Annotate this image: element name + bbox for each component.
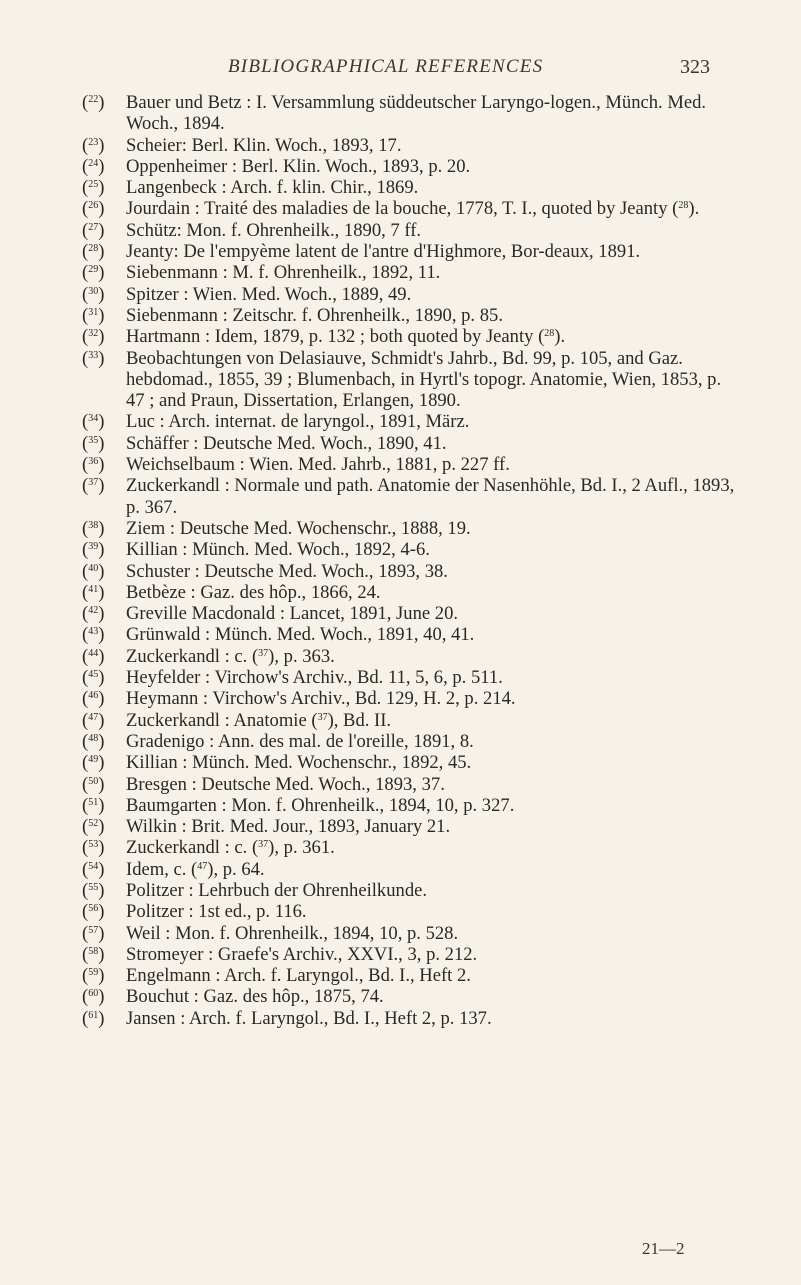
reference-item xyxy=(82,710,742,731)
reference-number-value: 42 xyxy=(88,605,99,617)
reference-citation: Beobachtungen von Delasiauve, Schmidt's Jahrb., Bd. 99, p. 105, and Gaz. hebdomad., 1855, 39 ; Blumenbach, in Hyrtl's topogr. Anatomie, Wien, 1853, p. 47 ; and Praun, Dissertation, Erlangen, 1890. xyxy=(126,347,722,412)
reference-text xyxy=(126,433,447,454)
reference-citation: Spitzer : Wien. Med. Woch., 1889, 49. xyxy=(126,283,412,305)
reference-number: ($^{56}$) xyxy=(82,901,105,923)
reference-text xyxy=(126,135,401,156)
cross-reference-number: 37 xyxy=(258,839,269,851)
reference-item xyxy=(82,688,742,709)
reference-number-value: 26 xyxy=(88,200,99,212)
reference-number-value: 25 xyxy=(88,179,99,191)
reference-number-value: 46 xyxy=(88,690,99,702)
reference-citation: Scheier: Berl. Klin. Woch., 1893, 17. xyxy=(126,134,402,156)
reference-citation: Wilkin : Brit. Med. Jour., 1893, January 21. xyxy=(126,816,451,838)
reference-citation: Betbèze : Gaz. des hôp., 1866, 24. xyxy=(126,581,381,603)
reference-citation: Heyfelder : Virchow's Archiv., Bd. 11, 5, 6, p. 511. xyxy=(126,667,503,689)
reference-number: ($^{40}$) xyxy=(82,560,105,582)
reference-citation: Weil : Mon. f. Ohrenheilk., 1894, 10, p. 528. xyxy=(126,922,459,944)
reference-citation: Hartmann : Idem, 1879, p. 132 ; both quoted by Jeanty ( xyxy=(126,326,545,348)
reference-citation: Baumgarten : Mon. f. Ohrenheilk., 1894, 10, p. 327. xyxy=(126,794,515,816)
reference-citation-tail: ), Bd. II. xyxy=(327,709,392,731)
reference-item xyxy=(82,901,742,922)
reference-item xyxy=(82,582,742,603)
reference-number-value: 53 xyxy=(88,839,99,851)
reference-item xyxy=(82,241,742,262)
reference-citation: Zuckerkandl : c. ( xyxy=(126,837,259,859)
reference-text xyxy=(126,326,565,347)
reference-text xyxy=(126,944,477,965)
reference-number-value: 41 xyxy=(88,583,99,595)
reference-citation: Grünwald : Münch. Med. Woch., 1891, 40, 41. xyxy=(126,624,475,646)
reference-number-value: 54 xyxy=(88,860,99,872)
reference-citation: Weichselbaum : Wien. Med. Jahrb., 1881, p. 227 ff. xyxy=(126,454,510,476)
reference-item xyxy=(82,433,742,454)
reference-citation: Schäffer : Deutsche Med. Woch., 1890, 41. xyxy=(126,432,447,454)
reference-citation: Stromeyer : Graefe's Archiv., XXVI., 3, p. 212. xyxy=(126,943,478,965)
reference-number-value: 40 xyxy=(88,562,99,574)
reference-citation: Bauer und Betz : I. Versammlung süddeutscher Laryngo-logen., Münch. Med. Woch., 1894. xyxy=(126,92,707,135)
reference-number-value: 50 xyxy=(88,775,99,787)
reference-item xyxy=(82,284,742,305)
reference-citation: Zuckerkandl : Anatomie ( xyxy=(126,709,318,731)
reference-text xyxy=(126,837,335,858)
reference-number: ($^{34}$) xyxy=(82,411,105,433)
reference-text xyxy=(126,454,510,475)
reference-number-value: 51 xyxy=(88,796,99,808)
reference-citation-tail: ). xyxy=(688,198,700,220)
reference-text xyxy=(126,305,503,326)
reference-item xyxy=(82,923,742,944)
reference-item xyxy=(82,177,742,198)
reference-number-value: 44 xyxy=(88,647,99,659)
reference-citation: Idem, c. ( xyxy=(126,858,198,880)
reference-number: ($^{60}$) xyxy=(82,986,105,1008)
reference-number-value: 60 xyxy=(88,988,99,1000)
cross-reference-number: 28 xyxy=(544,328,555,340)
reference-number: ($^{38}$) xyxy=(82,517,105,539)
reference-text xyxy=(126,710,391,731)
reference-citation: Zuckerkandl : c. ( xyxy=(126,645,259,667)
reference-list xyxy=(82,92,742,1029)
reference-citation: Heymann : Virchow's Archiv., Bd. 129, H. 2, p. 214. xyxy=(126,688,516,710)
reference-text xyxy=(126,752,471,773)
cross-reference-number: 37 xyxy=(317,711,328,723)
reference-number: ($^{55}$) xyxy=(82,879,105,901)
reference-number: ($^{30}$) xyxy=(82,283,105,305)
reference-citation: Bouchut : Gaz. des hôp., 1875, 74. xyxy=(126,986,384,1008)
reference-text xyxy=(126,774,445,795)
reference-citation: Gradenigo : Ann. des mal. de l'oreille, 1891, 8. xyxy=(126,730,474,752)
reference-number-value: 29 xyxy=(88,264,99,276)
reference-text xyxy=(126,816,450,837)
reference-number: ($^{52}$) xyxy=(82,816,105,838)
reference-item xyxy=(82,305,742,326)
reference-number-value: 37 xyxy=(88,477,99,489)
reference-text xyxy=(126,561,448,582)
reference-number-value: 59 xyxy=(88,967,99,979)
reference-number-value: 33 xyxy=(88,349,99,361)
reference-number-value: 35 xyxy=(88,434,99,446)
reference-item xyxy=(82,752,742,773)
reference-item xyxy=(82,603,742,624)
reference-text xyxy=(126,731,474,752)
reference-citation: Bresgen : Deutsche Med. Woch., 1893, 37. xyxy=(126,773,445,795)
running-head: BIBLIOGRAPHICAL REFERENCES xyxy=(228,56,544,77)
reference-text xyxy=(126,262,440,283)
reference-number: ($^{43}$) xyxy=(82,624,105,646)
reference-number-value: 23 xyxy=(88,136,99,148)
reference-item xyxy=(82,539,742,560)
reference-number-value: 52 xyxy=(88,818,99,830)
reference-number: ($^{35}$) xyxy=(82,432,105,454)
reference-number-value: 34 xyxy=(88,413,99,425)
cross-reference-number: 28 xyxy=(678,200,689,212)
reference-text xyxy=(126,603,458,624)
reference-text xyxy=(126,667,503,688)
reference-item xyxy=(82,774,742,795)
reference-number-value: 47 xyxy=(88,711,99,723)
reference-item xyxy=(82,518,742,539)
reference-number-value: 58 xyxy=(88,945,99,957)
reference-number: ($^{58}$) xyxy=(82,943,105,965)
reference-citation: Jansen : Arch. f. Laryngol., Bd. I., Heft 2, p. 137. xyxy=(126,1007,492,1029)
reference-number: ($^{41}$) xyxy=(82,581,105,603)
reference-number-value: 36 xyxy=(88,456,99,468)
reference-citation-tail: ). xyxy=(554,326,566,348)
reference-item xyxy=(82,198,742,219)
reference-item xyxy=(82,411,742,432)
reference-citation-tail: ), p. 361. xyxy=(268,837,335,859)
reference-citation: Schütz: Mon. f. Ohrenheilk., 1890, 7 ff. xyxy=(126,219,422,241)
reference-citation: Zuckerkandl : Normale und path. Anatomie der Nasenhöhle, Bd. I., 2 Aufl., 1893, p. 367. xyxy=(126,475,735,518)
reference-number: ($^{26}$) xyxy=(82,198,105,220)
reference-citation: Killian : Münch. Med. Woch., 1892, 4-6. xyxy=(126,539,430,561)
reference-number-value: 39 xyxy=(88,541,99,553)
reference-citation-tail: ), p. 363. xyxy=(268,645,335,667)
reference-number-value: 22 xyxy=(88,94,99,105)
cross-reference-number: 37 xyxy=(258,647,269,659)
reference-number-value: 43 xyxy=(88,626,99,638)
reference-citation: Siebenmann : Zeitschr. f. Ohrenheilk., 1890, p. 85. xyxy=(126,304,503,326)
reference-text xyxy=(126,646,335,667)
reference-number-value: 49 xyxy=(88,754,99,766)
reference-text xyxy=(126,795,514,816)
reference-number: ($^{27}$) xyxy=(82,219,105,241)
reference-number-value: 45 xyxy=(88,669,99,681)
reference-item xyxy=(82,880,742,901)
reference-text xyxy=(126,1008,492,1029)
reference-item xyxy=(82,816,742,837)
reference-number: ($^{45}$) xyxy=(82,667,105,689)
reference-citation: Oppenheimer : Berl. Klin. Woch., 1893, p. 20. xyxy=(126,155,471,177)
reference-number: ($^{50}$) xyxy=(82,773,105,795)
reference-number-value: 30 xyxy=(88,285,99,297)
reference-citation: Jourdain : Traité des maladies de la bouche, 1778, T. I., quoted by Jeanty ( xyxy=(126,198,679,220)
reference-citation: Jeanty: De l'empyème latent de l'antre d'Highmore, Bor-deaux, 1891. xyxy=(126,241,641,263)
reference-text xyxy=(126,986,384,1007)
reference-number-value: 56 xyxy=(88,903,99,915)
reference-item xyxy=(82,1008,742,1029)
reference-number: ($^{54}$) xyxy=(82,858,105,880)
reference-number: ($^{36}$) xyxy=(82,454,105,476)
reference-text xyxy=(126,582,381,603)
reference-number-value: 24 xyxy=(88,157,99,169)
reference-number: ($^{39}$) xyxy=(82,539,105,561)
reference-text xyxy=(126,475,734,517)
reference-text xyxy=(126,688,516,709)
reference-item xyxy=(82,859,742,880)
reference-item xyxy=(82,624,742,645)
reference-number: ($^{23}$) xyxy=(82,134,105,156)
reference-number: ($^{51}$) xyxy=(82,794,105,816)
reference-item xyxy=(82,135,742,156)
reference-number: ($^{24}$) xyxy=(82,155,105,177)
reference-text xyxy=(126,177,418,198)
reference-number: ($^{47}$) xyxy=(82,709,105,731)
cross-reference-number: 47 xyxy=(197,860,208,872)
reference-number: ($^{61}$) xyxy=(82,1007,105,1029)
reference-item xyxy=(82,837,742,858)
reference-item xyxy=(82,326,742,347)
printer-signature: 21—2 xyxy=(642,1239,685,1258)
reference-item xyxy=(82,348,742,412)
reference-item xyxy=(82,262,742,283)
reference-item xyxy=(82,156,742,177)
reference-citation: Killian : Münch. Med. Wochenschr., 1892, 45. xyxy=(126,752,472,774)
reference-item xyxy=(82,475,742,518)
reference-text xyxy=(126,284,411,305)
reference-number-value: 57 xyxy=(88,924,99,936)
reference-text xyxy=(126,880,427,901)
reference-number-value: 61 xyxy=(88,1009,99,1021)
reference-item xyxy=(82,454,742,475)
reference-text xyxy=(126,923,458,944)
reference-item xyxy=(82,667,742,688)
reference-text xyxy=(126,241,640,262)
reference-citation: Ziem : Deutsche Med. Wochenschr., 1888, 19. xyxy=(126,517,471,539)
reference-item xyxy=(82,944,742,965)
reference-number: ($^{46}$) xyxy=(82,688,105,710)
reference-citation: Langenbeck : Arch. f. klin. Chir., 1869. xyxy=(126,177,419,199)
reference-text xyxy=(126,411,469,432)
reference-number-value: 38 xyxy=(88,519,99,531)
reference-text xyxy=(126,624,474,645)
reference-number-value: 55 xyxy=(88,881,99,893)
reference-number: ($^{33}$) xyxy=(82,347,105,369)
reference-text xyxy=(126,198,699,219)
reference-number: ($^{32}$) xyxy=(82,326,105,348)
reference-item xyxy=(82,92,742,135)
reference-item xyxy=(82,220,742,241)
reference-text xyxy=(126,156,470,177)
reference-number: ($^{25}$) xyxy=(82,177,105,199)
reference-citation: Politzer : 1st ed., p. 116. xyxy=(126,901,307,923)
reference-number: ($^{29}$) xyxy=(82,262,105,284)
reference-item xyxy=(82,646,742,667)
reference-citation: Schuster : Deutsche Med. Woch., 1893, 38. xyxy=(126,560,448,582)
reference-number-value: 28 xyxy=(88,243,99,255)
reference-text xyxy=(126,220,421,241)
reference-citation: Engelmann : Arch. f. Laryngol., Bd. I., Heft 2. xyxy=(126,965,471,987)
reference-text xyxy=(126,965,471,986)
reference-number: ($^{44}$) xyxy=(82,645,105,667)
reference-text xyxy=(126,92,706,134)
page-number: 323 xyxy=(680,56,710,78)
reference-text xyxy=(126,348,721,412)
reference-citation: Luc : Arch. internat. de laryngol., 1891, März. xyxy=(126,411,470,433)
reference-number-value: 32 xyxy=(88,328,99,340)
reference-number: ($^{37}$) xyxy=(82,475,105,497)
reference-item xyxy=(82,986,742,1007)
reference-item xyxy=(82,561,742,582)
reference-number: ($^{22}$) xyxy=(82,92,105,113)
reference-citation: Greville Macdonald : Lancet, 1891, June 20. xyxy=(126,603,459,625)
reference-citation: Politzer : Lehrbuch der Ohrenheilkunde. xyxy=(126,879,428,901)
reference-number-value: 31 xyxy=(88,306,99,318)
reference-number: ($^{53}$) xyxy=(82,837,105,859)
reference-number: ($^{28}$) xyxy=(82,241,105,263)
reference-citation-tail: ), p. 64. xyxy=(207,858,265,880)
reference-text xyxy=(126,518,471,539)
reference-number: ($^{31}$) xyxy=(82,304,105,326)
reference-item xyxy=(82,965,742,986)
reference-number: ($^{59}$) xyxy=(82,965,105,987)
reference-citation: Siebenmann : M. f. Ohrenheilk., 1892, 11. xyxy=(126,262,441,284)
reference-text xyxy=(126,901,307,922)
reference-item xyxy=(82,731,742,752)
reference-number: ($^{49}$) xyxy=(82,752,105,774)
reference-number-value: 27 xyxy=(88,221,99,233)
reference-text xyxy=(126,539,430,560)
reference-number: ($^{42}$) xyxy=(82,603,105,625)
reference-text xyxy=(126,859,265,880)
reference-number: ($^{57}$) xyxy=(82,922,105,944)
reference-item xyxy=(82,795,742,816)
reference-number: ($^{48}$) xyxy=(82,730,105,752)
reference-number-value: 48 xyxy=(88,732,99,744)
